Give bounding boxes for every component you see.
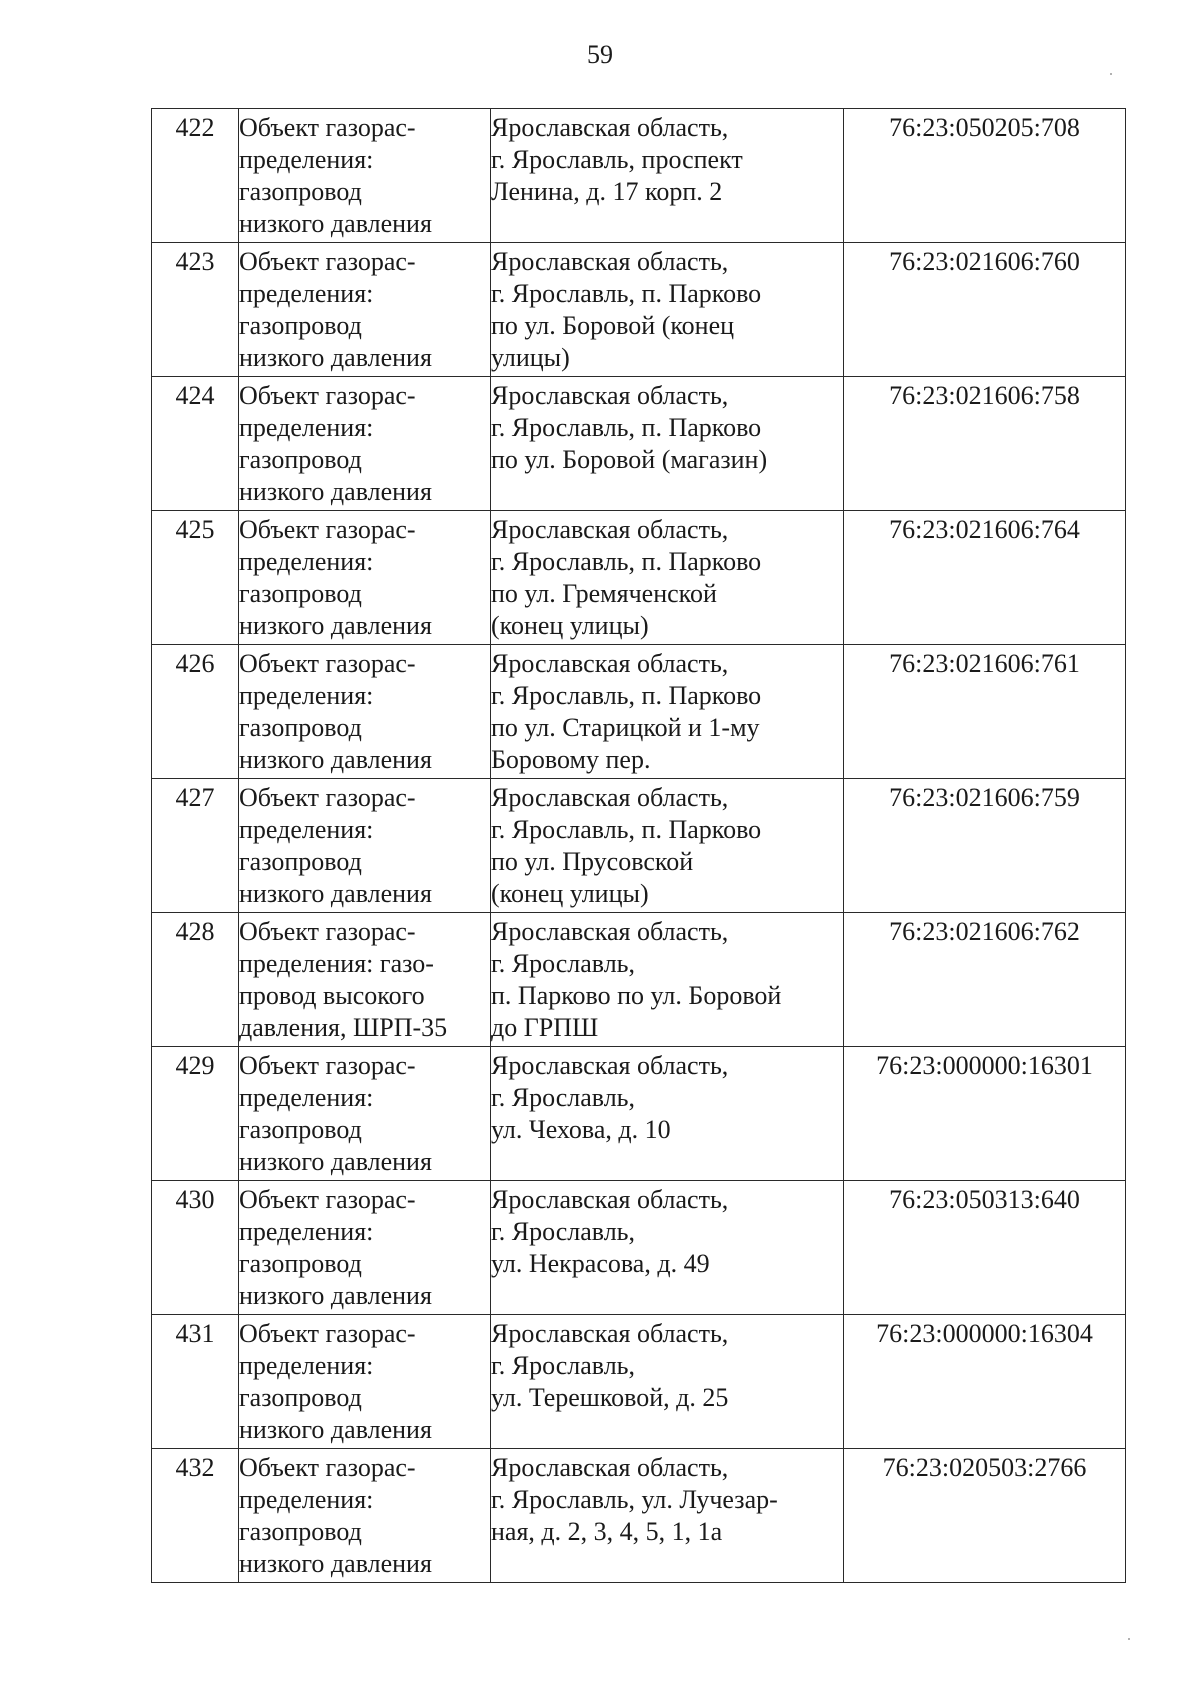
object-line: Объект газорас-: [239, 783, 416, 812]
object-line: низкого давления: [239, 209, 432, 238]
table-row: [152, 1181, 1126, 1315]
object-line: низкого давления: [239, 1415, 432, 1444]
address-line: Боровому пер.: [491, 745, 651, 774]
address-line: Ярославская область,: [491, 917, 729, 946]
object-line: Объект газорас-: [239, 381, 416, 410]
object-line: газопровод: [239, 847, 362, 876]
row-number-cell: 430: [152, 1181, 239, 1315]
object-line: низкого давления: [239, 745, 432, 774]
object-line: низкого давления: [239, 343, 432, 372]
address-line: Ленина, д. 17 корп. 2: [491, 177, 723, 206]
address-cell: [491, 1449, 844, 1583]
object-line: низкого давления: [239, 477, 432, 506]
address-line: по ул. Старицкой и 1-му: [491, 713, 760, 742]
object-line: низкого давления: [239, 1281, 432, 1310]
object-cell: [239, 1315, 491, 1449]
address-line: (конец улицы): [491, 611, 649, 640]
object-cell: [239, 243, 491, 377]
object-line: газопровод: [239, 445, 362, 474]
address-line: по ул. Боровой (магазин): [491, 445, 768, 474]
object-cell: [239, 109, 491, 243]
object-line: Объект газорас-: [239, 515, 416, 544]
address-cell: [491, 109, 844, 243]
object-line: пределения:: [239, 547, 374, 576]
address-line: г. Ярославль, п. Парково: [491, 279, 762, 308]
object-line: пределения:: [239, 1083, 374, 1112]
object-line: газопровод: [239, 1517, 362, 1546]
object-line: пределения:: [239, 413, 374, 442]
address-line: (конец улицы): [491, 879, 649, 908]
address-line: п. Парково по ул. Боровой: [491, 981, 782, 1010]
address-cell: [491, 1181, 844, 1315]
object-line: Объект газорас-: [239, 113, 416, 142]
object-line: газопровод: [239, 1115, 362, 1144]
address-line: г. Ярославль,: [491, 1351, 636, 1380]
row-number-cell: 428: [152, 913, 239, 1047]
table-row: [152, 779, 1126, 913]
address-line: улицы): [491, 343, 570, 372]
address-cell: [491, 913, 844, 1047]
object-line: Объект газорас-: [239, 649, 416, 678]
address-line: г. Ярославль,: [491, 949, 636, 978]
address-line: г. Ярославль, п. Парково: [491, 413, 762, 442]
address-line: по ул. Гремяченской: [491, 579, 717, 608]
address-line: Ярославская область,: [491, 381, 729, 410]
table-row: [152, 1449, 1126, 1583]
object-line: пределения:: [239, 1485, 374, 1514]
cadastral-number-cell: 76:23:021606:758: [844, 377, 1126, 511]
page-number: 59: [587, 40, 613, 69]
scan-speck: [1110, 73, 1112, 75]
row-number-cell: 432: [152, 1449, 239, 1583]
object-line: газопровод: [239, 311, 362, 340]
address-cell: [491, 779, 844, 913]
table-row: [152, 1047, 1126, 1181]
object-cell: [239, 377, 491, 511]
row-number-cell: 423: [152, 243, 239, 377]
object-line: пределения: газо-: [239, 949, 434, 978]
object-line: Объект газорас-: [239, 247, 416, 276]
address-cell: [491, 645, 844, 779]
cadastral-number-cell: 76:23:021606:761: [844, 645, 1126, 779]
cadastral-number-cell: 76:23:021606:760: [844, 243, 1126, 377]
address-cell: [491, 1047, 844, 1181]
address-cell: [491, 511, 844, 645]
object-line: пределения:: [239, 1217, 374, 1246]
address-line: до ГРПШ: [491, 1013, 599, 1042]
object-line: газопровод: [239, 713, 362, 742]
cadastral-number-cell: 76:23:021606:759: [844, 779, 1126, 913]
object-line: газопровод: [239, 177, 362, 206]
object-line: Объект газорас-: [239, 1319, 416, 1348]
cadastral-number-cell: 76:23:021606:762: [844, 913, 1126, 1047]
address-cell: [491, 243, 844, 377]
address-line: Ярославская область,: [491, 113, 729, 142]
row-number-cell: 427: [152, 779, 239, 913]
cadastral-number-cell: 76:23:050205:708: [844, 109, 1126, 243]
object-line: низкого давления: [239, 1549, 432, 1578]
object-cell: [239, 913, 491, 1047]
object-line: газопровод: [239, 1249, 362, 1278]
cadastral-number-cell: 76:23:020503:2766: [844, 1449, 1126, 1583]
address-line: г. Ярославль, п. Парково: [491, 815, 762, 844]
object-line: пределения:: [239, 681, 374, 710]
row-number-cell: 422: [152, 109, 239, 243]
address-line: г. Ярославль, п. Парково: [491, 681, 762, 710]
object-cell: [239, 1047, 491, 1181]
address-cell: [491, 1315, 844, 1449]
object-line: Объект газорас-: [239, 1051, 416, 1080]
table-row: [152, 377, 1126, 511]
object-line: низкого давления: [239, 611, 432, 640]
address-line: ная, д. 2, 3, 4, 5, 1, 1а: [491, 1517, 723, 1546]
object-line: газопровод: [239, 1383, 362, 1412]
address-line: ул. Некрасова, д. 49: [491, 1249, 710, 1278]
object-line: Объект газорас-: [239, 917, 416, 946]
registry-table: [151, 108, 1126, 1583]
address-line: Ярославская область,: [491, 247, 729, 276]
object-line: низкого давления: [239, 879, 432, 908]
object-cell: [239, 511, 491, 645]
address-line: по ул. Боровой (конец: [491, 311, 735, 340]
object-line: пределения:: [239, 1351, 374, 1380]
address-line: Ярославская область,: [491, 1185, 729, 1214]
row-number-cell: 426: [152, 645, 239, 779]
table-row: [152, 645, 1126, 779]
object-cell: [239, 779, 491, 913]
cadastral-number-cell: 76:23:000000:16304: [844, 1315, 1126, 1449]
cadastral-number-cell: 76:23:021606:764: [844, 511, 1126, 645]
object-cell: [239, 1181, 491, 1315]
address-line: г. Ярославль, проспект: [491, 145, 743, 174]
address-line: Ярославская область,: [491, 649, 729, 678]
address-line: г. Ярославль, п. Парково: [491, 547, 762, 576]
address-line: г. Ярославль, ул. Лучезар-: [491, 1485, 778, 1514]
address-line: Ярославская область,: [491, 1319, 729, 1348]
address-line: ул. Терешковой, д. 25: [491, 1383, 729, 1412]
address-line: Ярославская область,: [491, 1051, 729, 1080]
address-line: по ул. Прусовской: [491, 847, 694, 876]
object-line: пределения:: [239, 279, 374, 308]
table-row: [152, 913, 1126, 1047]
object-line: Объект газорас-: [239, 1185, 416, 1214]
object-line: низкого давления: [239, 1147, 432, 1176]
address-line: Ярославская область,: [491, 515, 729, 544]
table-row: [152, 243, 1126, 377]
row-number-cell: 425: [152, 511, 239, 645]
table-row: [152, 109, 1126, 243]
row-number-cell: 429: [152, 1047, 239, 1181]
address-line: г. Ярославль,: [491, 1217, 636, 1246]
object-line: газопровод: [239, 579, 362, 608]
address-line: г. Ярославль,: [491, 1083, 636, 1112]
table-row: [152, 511, 1126, 645]
address-line: Ярославская область,: [491, 1453, 729, 1482]
object-line: пределения:: [239, 815, 374, 844]
row-number-cell: 424: [152, 377, 239, 511]
row-number-cell: 431: [152, 1315, 239, 1449]
object-cell: [239, 1449, 491, 1583]
address-cell: [491, 377, 844, 511]
registry-table-body: [152, 109, 1126, 1583]
cadastral-number-cell: 76:23:050313:640: [844, 1181, 1126, 1315]
object-cell: [239, 645, 491, 779]
scan-speck: [1128, 1638, 1130, 1640]
address-line: Ярославская область,: [491, 783, 729, 812]
cadastral-number-cell: 76:23:000000:16301: [844, 1047, 1126, 1181]
object-line: пределения:: [239, 145, 374, 174]
object-line: провод высокого: [239, 981, 425, 1010]
address-line: ул. Чехова, д. 10: [491, 1115, 671, 1144]
object-line: Объект газорас-: [239, 1453, 416, 1482]
table-row: [152, 1315, 1126, 1449]
object-line: давления, ШРП-35: [239, 1013, 448, 1042]
